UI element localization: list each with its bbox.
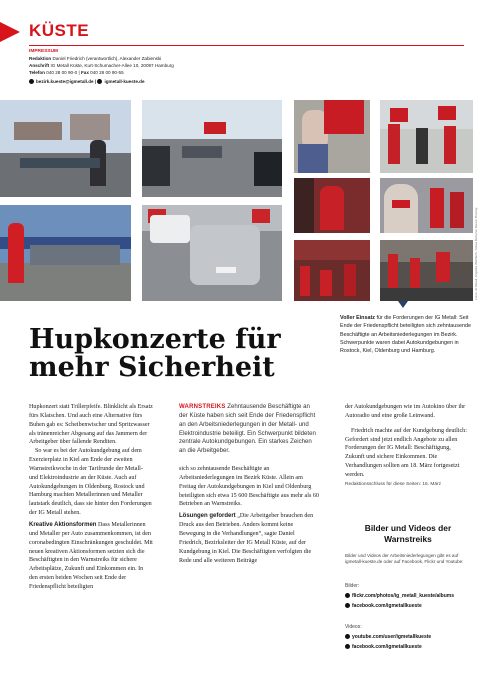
globe-icon	[97, 79, 102, 84]
paragraph: Lösungen gefordert „Die Arbeitgeber brauchen den Druck aus den Betrieben. Anders kommt keine Bewegung in die Verhandlungen“, sagte Daniel Friedrich, Bezirksleiter der IG Metall Küste, auf der Kundgebung in Kiel. Die Beschäftigten verfolgten die Rede und alle weiteren Beiträge	[179, 513, 314, 564]
impressum-contact: bezirk.kueste@igmetall.de | igmetall-kueste.de	[29, 79, 145, 85]
section-triangle-icon	[0, 22, 20, 42]
facebook-icon	[345, 603, 350, 608]
impressum-anschrift: Anschrift IG Metall Küste, Kurt-Schumacher-Allee 10, 20097 Hamburg	[29, 63, 174, 68]
youtube-icon	[345, 634, 350, 639]
infobox-description: Bilder und Videos der Arbeitsniederlegungen gibt es auf igmetall-kueste.de oder auf Facebook, Flickr und Youtube:	[345, 553, 464, 565]
photo-parking-lot-rally	[0, 100, 131, 197]
header-divider	[29, 45, 464, 46]
paragraph: Kreative Aktionsformen Dass Metallerinnen und Metaller per Auto zusammenkommen, ist den coronabedingten Einschränkungen geschuldet. Mit neuen kreativen Aktionsformen setzten sich die Beschäftigten in den Warnstreiks für sichere Arbeitsplätze, Zukunft und Einkommen ein. In den ersten beiden Wochen seit Ende der Friedenspflicht beteiligten	[29, 521, 153, 590]
photo-cars-at-rally	[142, 100, 282, 197]
paragraph: Friedrich machte auf der Kundgebung deutlich: Gefordert sind jetzt endlich Angebote zu allen Forderungen der IG Metall: Beschäftigung, Zukunft und sichere Einkommen. Die Verhandlungen sollten am 18. März fortgesetzt werden.	[345, 427, 467, 478]
videos-label: Videos:	[345, 624, 362, 630]
photo-union-members-flags	[380, 100, 473, 173]
photo-rally-on-street	[380, 240, 473, 301]
subheading: Kreative Aktionsformen	[29, 521, 97, 528]
article-headline: Hupkonzerte für mehr Sicherheit	[29, 324, 281, 383]
flickr-icon	[345, 593, 350, 598]
article-column-1	[29, 403, 153, 592]
email-link[interactable]: bezirk.kueste@igmetall.de	[36, 79, 94, 84]
web-link[interactable]: igmetall-kueste.de	[104, 79, 145, 84]
facebook-link[interactable]: facebook.com/igmetallkueste	[345, 644, 422, 650]
impressum-heading: IMPRESSUM	[29, 49, 59, 54]
photo-metaller-with-flag	[0, 205, 131, 301]
photo-masked-metallers	[380, 178, 473, 233]
impressum-redaktion: Redaktion Daniel Friedrich (verantwortlich), Alexander Zabienski	[29, 56, 162, 61]
paragraph: sich so zehntausende Beschäftigte an Arbeitsniederlegungen im Bezirk Küste. Allein am Freitag der Autokundgebungen in Kiel und Oldenburg beteiligten sich etwa 15 600 Beschäftigte aus mehr als 60 Betrieben an Warnstreiks.	[179, 466, 319, 508]
facebook-link[interactable]: facebook.com/igmetallkueste	[345, 603, 422, 609]
photo-crowd-red-flags	[294, 240, 370, 301]
bilder-label: Bilder:	[345, 583, 360, 589]
photo-metaller-red-vest	[294, 178, 370, 233]
caption-arrow-icon	[398, 301, 408, 308]
photo-woman-with-flag	[294, 100, 370, 173]
subheading: Lösungen gefordert	[179, 513, 236, 520]
paragraph: So war es bei der Autokundgebung auf dem Exerzierplatz in Kiel am Ende der zweiten Warnstreikwoche in der Tarifrunde der Metall- und Elektroindustrie an der Küste. Auch auf Autokundgebungen in Oldenburg, Rostock und Hamburg machten Metallerinnen und Metaller lautstark deutlich, dass sie hinter den Forderungen der IG Metall stehen.	[29, 448, 152, 517]
facebook-icon	[345, 644, 350, 649]
intro-paragraph: WARNSTREIKS Zehntausende Beschäftigte an der Küste haben sich seit Ende der Friedenspflicht an den Arbeitsniederlegungen in der Metall- und Elektroindustrie beteiligt. Ein Schwerpunkt bildeten zentrale Autokundgebungen. Ein starkes Zeichen an die Arbeitgeber.	[179, 403, 316, 455]
impressum-telefon: Telefon 040 28 00 90-0 | Fax 040 28 00 90-55	[29, 70, 124, 75]
article-column-3	[345, 403, 471, 490]
photo-caption: Voller Einsatz für die Forderungen der IG Metall: Seit Ende der Friedenspflicht beteiligten sich zehntausende Beschäftigte an Arbeitsniederlegungen im Bezirk. Schwerpunkte waren dabei Autokundgebungen in Rostock, Kiel, Oldenburg und Hamburg.	[340, 315, 471, 355]
flickr-link[interactable]: flickr.com/photos/ig_metall_kueste/albums	[345, 593, 454, 599]
intro-kicker: WARNSTREIKS	[179, 404, 226, 410]
section-title: KÜSTE	[29, 21, 90, 40]
photo-credit: Fotos: IG Metall, Angelika Wohlfarth, Tobias Behrend, Marion Brüning	[474, 207, 478, 300]
paragraph: Hupkonzert statt Trillerpfeife. Blinklicht als Ersatz fürs Klatschen. Und auch eine Alternative fürs Buhen gab es: Scheibenwischer und Spritzwasser als tränenreicher Abgesang auf das Jammern der Arbeitgeber über fallende Renditen.	[29, 404, 153, 446]
paragraph: der Autokundgebungen wie im Autokino über ihr Autoradio und eine große Leinwand.	[345, 404, 466, 419]
at-icon	[29, 79, 34, 84]
redaction-note: Redaktionsschluss für diese Seiten: 16. März	[345, 481, 441, 487]
photo-mercedes-with-flags	[142, 205, 282, 301]
infobox-title: Bilder und Videos der Warnstreiks	[364, 523, 452, 544]
article-column-2	[179, 403, 319, 565]
youtube-link[interactable]: youtube.com/user/igmetallkueste	[345, 634, 431, 640]
